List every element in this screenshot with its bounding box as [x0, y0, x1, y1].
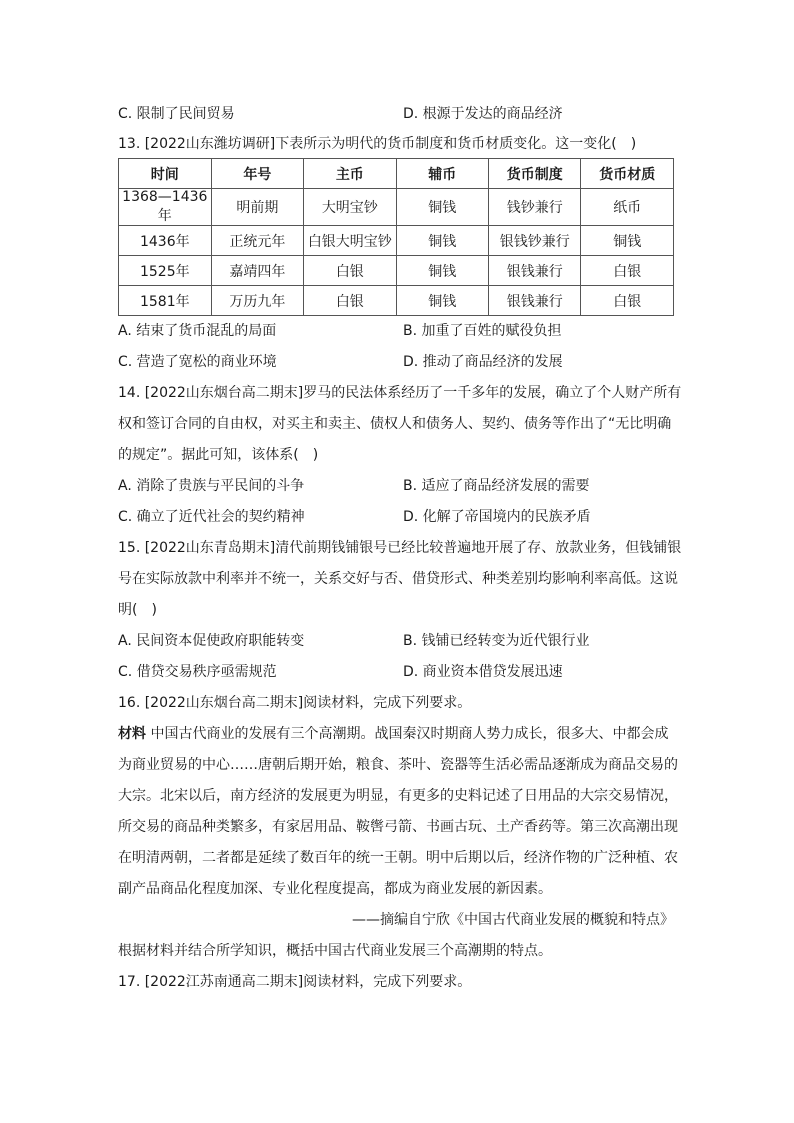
q13-option-b: B. 加重了百姓的赋役负担: [403, 323, 562, 339]
q14-option-d: D. 化解了帝国境内的民族矛盾: [403, 509, 591, 525]
q13-stem: 13. [2022山东潍坊调研]下表所示为明代的货币制度和货币材质变化。这一变化( ): [118, 136, 637, 152]
table-cell: 万历九年: [211, 286, 303, 316]
table-cell: 嘉靖四年: [211, 256, 303, 286]
q16-material-line: 在明清两朝，二者都是延续了数百年的统一王朝。明中后期以后，经济作物的广泛种植、农: [118, 850, 678, 866]
table-cell: 白银大明宝钞: [304, 226, 396, 256]
q12-option-d: D. 根源于发达的商品经济: [403, 106, 563, 122]
table-header: 年号: [211, 159, 303, 189]
q14-option-c: C. 确立了近代社会的契约精神: [118, 509, 305, 525]
table-cell: 铜钱: [396, 226, 488, 256]
q15-stem-line: 15. [2022山东青岛期末]清代前期钱铺银号已经比较普遍地开展了存、放款业务，但钱铺银: [118, 540, 682, 556]
table-cell: 银钱钞兼行: [489, 226, 581, 256]
table-header: 时间: [119, 159, 212, 189]
table-cell: 1525年: [119, 256, 212, 286]
q14-stem-line: 的规定”。据此可知，该体系( ): [118, 447, 319, 463]
table-cell: 铜钱: [396, 256, 488, 286]
q15-stem-line: 明( ): [118, 602, 157, 618]
table-cell: 银钱兼行: [489, 256, 581, 286]
q14-option-b: B. 适应了商品经济发展的需要: [403, 478, 590, 494]
table-header-row: [119, 159, 674, 189]
table-cell: 铜钱: [581, 226, 674, 256]
table-row: [119, 286, 674, 316]
table-row: [119, 256, 674, 286]
table-cell: 白银: [304, 256, 396, 286]
q14-stem-line: 14. [2022山东烟台高二期末]罗马的民法体系经历了一千多年的发展，确立了个人财产所有: [118, 385, 682, 401]
q12-option-c: C. 限制了民间贸易: [118, 106, 235, 122]
table-cell: 银钱兼行: [489, 286, 581, 316]
table-cell: 钱钞兼行: [489, 189, 581, 226]
table-cell: 大明宝钞: [304, 189, 396, 226]
table-cell: 1368—1436年: [119, 189, 212, 226]
table-row: [119, 226, 674, 256]
q16-material-line: 大宗。北宋以后，南方经济的发展更为明显，有更多的史料记述了日用品的大宗交易情况，: [118, 788, 678, 804]
table-cell: 正统元年: [211, 226, 303, 256]
table-row: [119, 189, 674, 226]
table-header: 主币: [304, 159, 396, 189]
table-cell: 白银: [581, 286, 674, 316]
q15-option-d: D. 商业资本借贷发展迅速: [403, 664, 563, 680]
q16-material-line: 为商业贸易的中心……唐朝后期开始，粮食、茶叶、瓷器等生活必需品逐渐成为商品交易的: [118, 757, 678, 773]
q17-stem: 17. [2022江苏南通高二期末]阅读材料，完成下列要求。: [118, 974, 472, 990]
q13-option-a: A. 结束了货币混乱的局面: [118, 323, 277, 339]
table-cell: 明前期: [211, 189, 303, 226]
table-cell: 铜钱: [396, 286, 488, 316]
table-cell: 白银: [304, 286, 396, 316]
q15-stem-line: 号在实际放款中利率并不统一，关系交好与否、借贷形式、种类差别均影响利率高低。这说: [118, 571, 678, 587]
q16-material-line: 所交易的商品种类繁多，有家居用品、鞍辔弓箭、书画古玩、土产香药等。第三次高潮出现: [118, 819, 678, 835]
table-cell: 白银: [581, 256, 674, 286]
table-cell: 纸币: [581, 189, 674, 226]
q16-requirement: 根据材料并结合所学知识，概括中国古代商业发展三个高潮期的特点。: [118, 943, 552, 959]
q16-stem: 16. [2022山东烟台高二期末]阅读材料，完成下列要求。: [118, 695, 472, 711]
material-source: ——摘编自宁欣《中国古代商业发展的概貌和特点》: [352, 912, 674, 928]
currency-table: [118, 158, 674, 316]
q16-material-line: 副产品商品化程度加深、专业化程度提高，都成为商业发展的新因素。: [118, 881, 552, 897]
q13-option-c: C. 营造了宽松的商业环境: [118, 354, 277, 370]
q15-option-a: A. 民间资本促使政府职能转变: [118, 633, 305, 649]
table-cell: 铜钱: [396, 189, 488, 226]
table-header: 货币材质: [581, 159, 674, 189]
table-header: 辅币: [396, 159, 488, 189]
material-label: 材料: [118, 726, 146, 742]
q15-option-b: B. 钱铺已经转变为近代银行业: [403, 633, 590, 649]
table-cell: 1581年: [119, 286, 212, 316]
table-cell: 1436年: [119, 226, 212, 256]
q16-material-line: [118, 724, 668, 744]
q15-option-c: C. 借贷交易秩序亟需规范: [118, 664, 277, 680]
table-header: 货币制度: [489, 159, 581, 189]
q14-stem-line: 权和签订合同的自由权，对买主和卖主、债权人和债务人、契约、债务等作出了“无比明确: [118, 416, 672, 432]
material-text: 中国古代商业的发展有三个高潮期。战国秦汉时期商人势力成长，很多大、中都会成: [146, 726, 669, 742]
q13-option-d: D. 推动了商品经济的发展: [403, 354, 563, 370]
q14-option-a: A. 消除了贵族与平民间的斗争: [118, 478, 305, 494]
